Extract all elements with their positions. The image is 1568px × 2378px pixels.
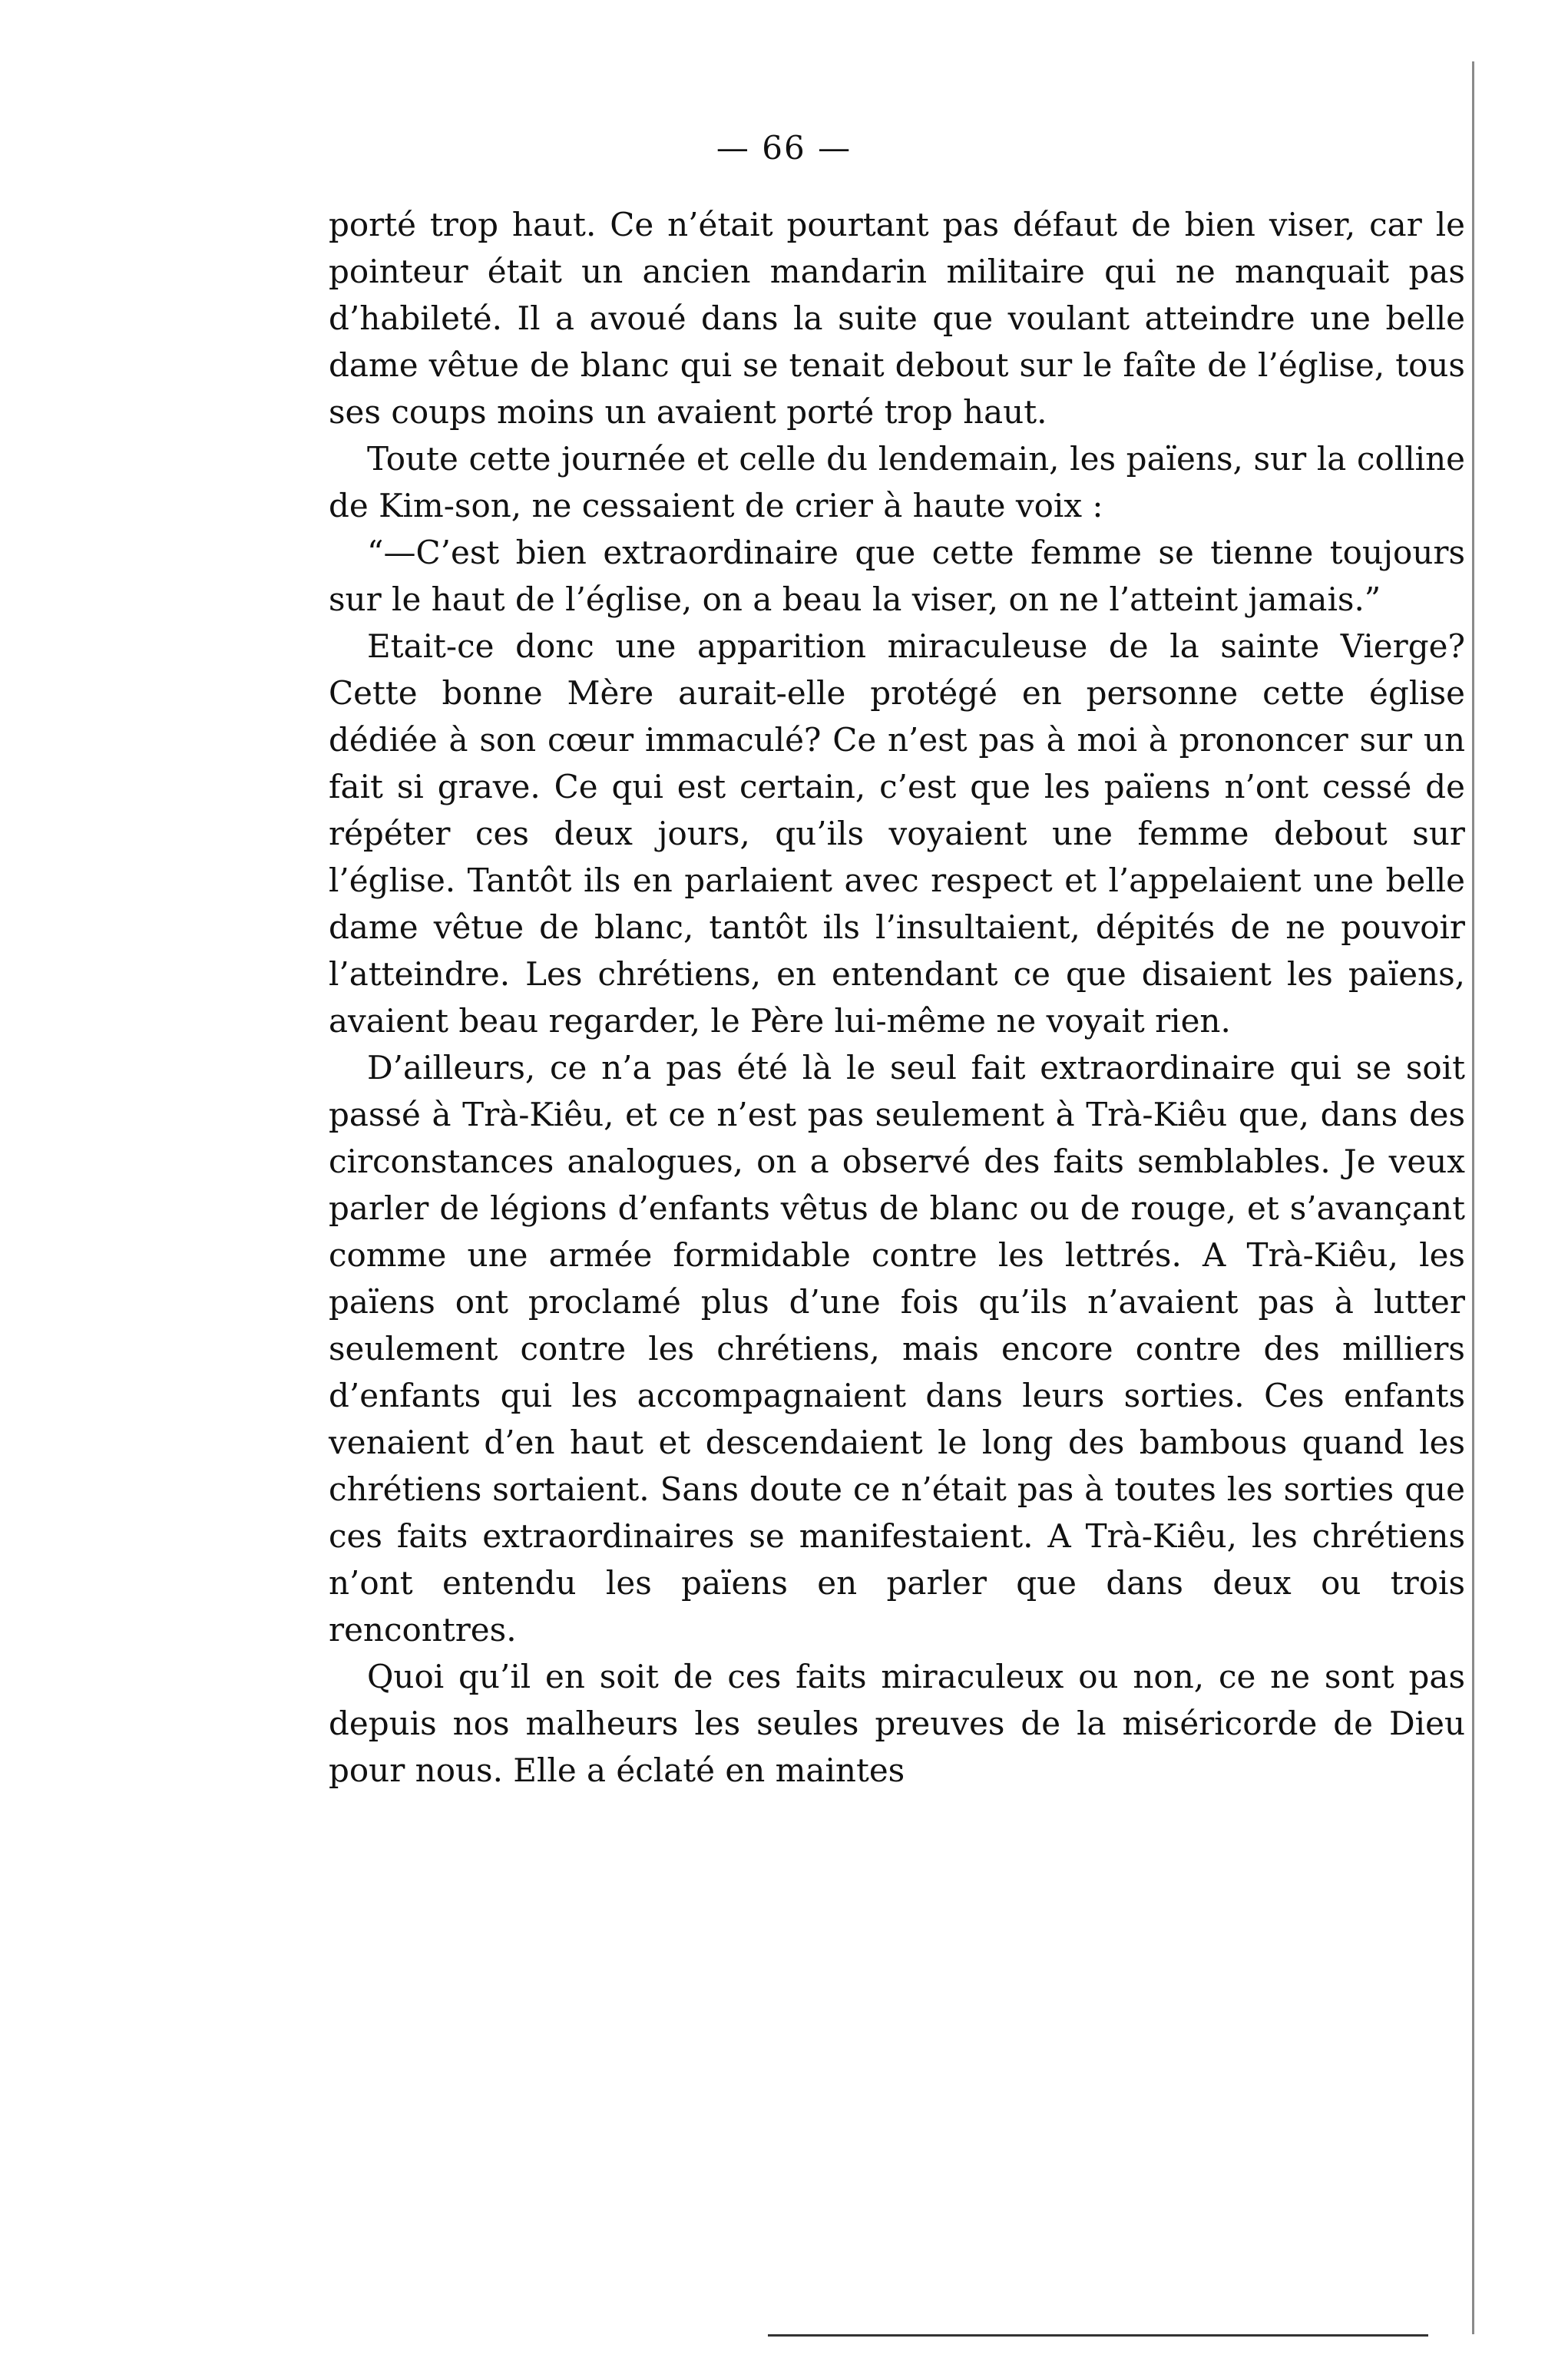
bottom-rule (768, 2334, 1428, 2337)
paragraph: D’ailleurs, ce n’a pas été là le seul fait extraordinaire qui se soit passé à Trà-Kiêu, et ce n’est pas seulement à Trà-Kiêu que, dans des circonstances analogues, on a observé des faits semblables. Je veux parler de légions d’enfants vêtus de blanc ou de rouge, et s’avançant comme une armée formidable contre les lettrés. A Trà-Kiêu, les païens ont proclamé plus d’une fois qu’ils n’avaient pas à lutter seulement contre les chrétiens, mais encore contre des milliers d’enfants qui les accompagnaient dans leurs sorties. Ces enfants venaient d’en haut et descendaient le long des bambous quand les chrétiens sortaient. Sans doute ce n’était pas à toutes les sorties que ces faits extraordinaires se manifestaient. A Trà-Kiêu, les chrétiens n’ont entendu les païens en parler que dans deux ou trois rencontres. (329, 1049, 1465, 1649)
body-text (329, 201, 1465, 1794)
paragraph: Toute cette journée et celle du lendemain, les païens, sur la colline de Kim-son, ne cessaient de crier à haute voix : (329, 440, 1465, 524)
paragraph: Etait-ce donc une apparition miraculeuse de la sainte Vierge? Cette bonne Mère aurait-elle protégé en personne cette église dédiée à son cœur immaculé? Ce n’est pas à moi à prononcer sur un fait si grave. Ce qui est certain, c’est que les païens n’ont cessé de répéter ces deux jours, qu’ils voyaient une femme debout sur l’église. Tantôt ils en parlaient avec respect et l’appelaient une belle dame vêtue de blanc, tantôt ils l’insultaient, dépités de ne pouvoir l’atteindre. Les chrétiens, en entendant ce que disaient les païens, avaient beau regarder, le Père lui-même ne voyait rien. (329, 627, 1465, 1040)
paragraph-quote: “—C’est bien extraordinaire que cette femme se tienne toujours sur le haut de l’église, on a beau la viser, on ne l’atteint jamais.” (329, 534, 1465, 618)
scanned-page-edge (1472, 61, 1559, 2334)
paragraph-continuation: porté trop haut. Ce n’était pourtant pas défaut de bien viser, car le pointeur était un ancien mandarin militaire qui ne manquait pas d’habileté. Il a avoué dans la suite que voulant atteindre une belle dame vêtue de blanc qui se tenait debout sur le faîte de l’église, tous ses coups moins un avaient porté trop haut. (329, 206, 1465, 431)
paragraph: Quoi qu’il en soit de ces faits miraculeux ou non, ce ne sont pas depuis nos malheurs les seules preuves de la miséricorde de Dieu pour nous. Elle a éclaté en maintes (329, 1658, 1465, 1789)
page-number: — 66 — (716, 129, 852, 167)
